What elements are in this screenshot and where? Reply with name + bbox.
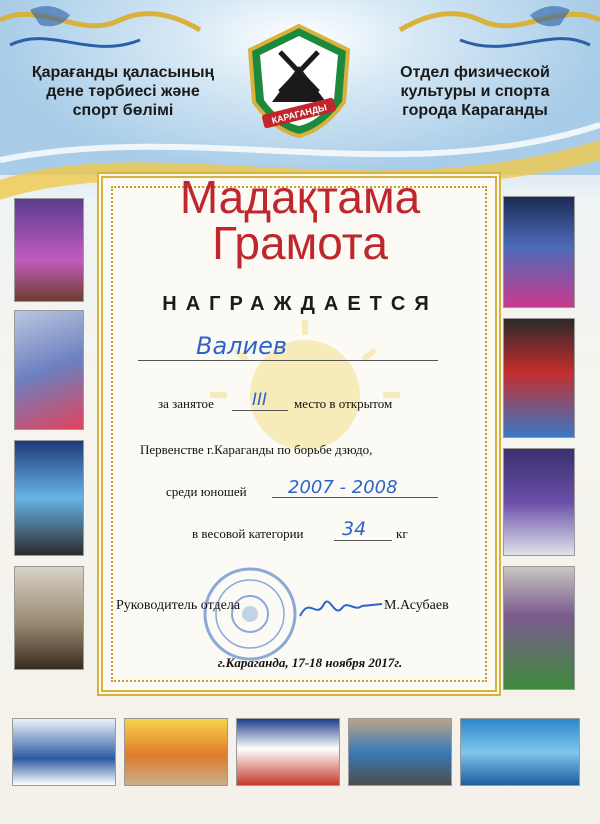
header-left-org-kz: Қарағанды қаласының дене тәрбиесі және спорт бөлімі [31, 64, 215, 119]
top-right-ornament [360, 0, 600, 70]
title-kazakh: Мадақтама [179, 171, 421, 223]
photo-boxing [503, 318, 575, 438]
awarded-heading: НАГРАЖДАЕТСЯ [162, 293, 438, 315]
signatory-name: М.Асубаев [384, 598, 449, 613]
event-description: Первенстве г.Караганды по борьбе дзюдо, [140, 442, 373, 457]
place-and-date: г.Караганда, 17-18 ноября 2017г. [217, 655, 403, 670]
emblem-text: КАРАГАНДЫ [270, 102, 328, 126]
photo-football [503, 566, 575, 690]
title-russian: Грамота [212, 217, 388, 269]
sun-watermark [175, 300, 435, 460]
photo-speed-skating [12, 718, 116, 786]
place-prefix: за занятое [158, 396, 214, 411]
handwritten-signature [296, 590, 386, 626]
photo-taekwondo [236, 718, 340, 786]
recipient-name: Валиев [196, 332, 288, 360]
photo-chess [14, 566, 84, 670]
age-underline [272, 497, 438, 498]
top-left-ornament [0, 0, 240, 70]
official-stamp [202, 566, 298, 662]
photo-swimming [460, 718, 580, 786]
photo-fencing [503, 196, 575, 308]
photo-cycling [348, 718, 452, 786]
recipient-underline [138, 360, 438, 361]
place-underline [232, 410, 288, 411]
photo-volleyball [14, 198, 84, 302]
age-value: 2007 - 2008 [288, 477, 398, 498]
weight-unit: кг [396, 526, 408, 541]
photo-rhythmic-gymnastics [14, 310, 84, 430]
photo-hockey [503, 448, 575, 556]
signatory-title: Руководитель отдела [116, 598, 241, 613]
weight-value: 34 [342, 518, 367, 540]
header-right-org-ru: Отдел физической культуры и спорта города Караганды [400, 64, 550, 119]
place-suffix: место в открытом [294, 396, 393, 411]
age-prefix: среди юношей [166, 484, 247, 499]
weight-prefix: в весовой категории [192, 526, 304, 541]
photo-wrestling [124, 718, 228, 786]
photo-weightlifting [14, 440, 84, 556]
weight-underline [334, 540, 392, 541]
place-value: III [252, 390, 268, 410]
